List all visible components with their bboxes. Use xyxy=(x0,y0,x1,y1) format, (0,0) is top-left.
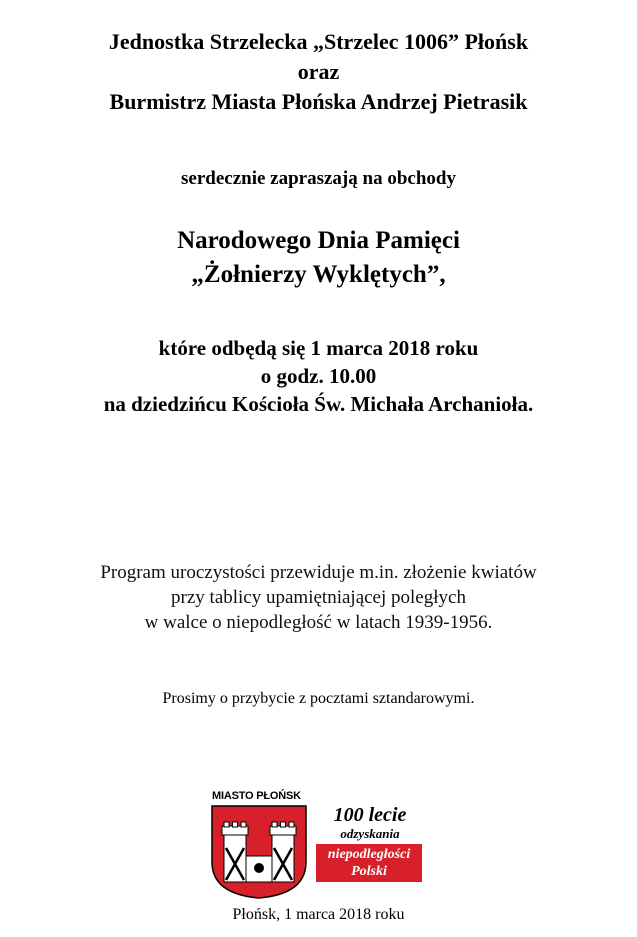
plonsk-coat-of-arms-icon xyxy=(210,804,308,900)
event-time: o godz. 10.00 xyxy=(260,364,377,388)
anniversary-text xyxy=(318,804,422,842)
anniversary-100-lecie: 100 lecie xyxy=(333,804,407,826)
footer-line: Płońsk, 1 marca 2018 roku xyxy=(232,906,405,923)
anniversary-polski: Polski xyxy=(351,864,387,879)
event-place: na dziedzińcu Kościoła Św. Michała Archanioła. xyxy=(103,392,534,416)
invitation-text xyxy=(0,166,637,192)
program-line1: Program uroczystości przewiduje m.in. złożenie kwiatów xyxy=(100,562,537,583)
event-date: które odbędą się 1 marca 2018 roku xyxy=(158,336,479,360)
request-note xyxy=(0,688,637,710)
event-title-line2: „Żołnierzy Wyklętych”, xyxy=(191,261,446,288)
program-description xyxy=(0,560,637,635)
logo-caption: MIASTO PŁOŃSK xyxy=(212,790,301,802)
header-organizer: Jednostka Strzelecka „Strzelec 1006” Płońsk xyxy=(108,29,529,54)
event-title-line1: Narodowego Dnia Pamięci xyxy=(177,227,460,254)
program-line2: przy tablicy upamiętniającej poległych xyxy=(171,587,466,608)
header xyxy=(0,27,637,117)
anniversary-red-box xyxy=(316,844,422,882)
program-line3: w walce o niepodległość w latach 1939-1956. xyxy=(144,612,493,633)
footer-place-date xyxy=(0,904,637,926)
city-anniversary-logo xyxy=(210,786,422,900)
anniversary-niepodleglosci: niepodległości xyxy=(327,847,411,862)
anniversary-odzyskania: odzyskania xyxy=(340,826,400,841)
header-conjunction: oraz xyxy=(297,59,340,84)
event-title xyxy=(0,224,637,292)
invitation-line: serdecznie zapraszają na obchody xyxy=(181,168,456,189)
header-mayor: Burmistrz Miasta Płońska Andrzej Pietrasik xyxy=(109,89,528,114)
event-details xyxy=(0,334,637,418)
request-line: Prosimy o przybycie z pocztami sztandarowymi. xyxy=(162,690,475,707)
